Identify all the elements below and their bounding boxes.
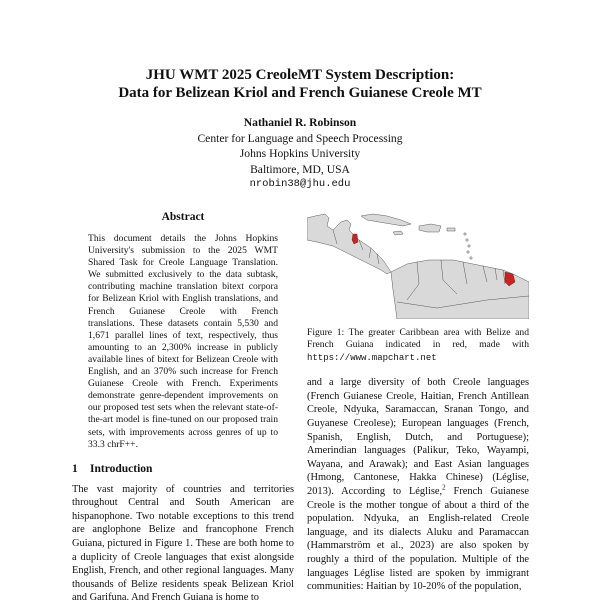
map-puerto-rico [447, 228, 455, 231]
author-name: Nathaniel R. Robinson [243, 116, 357, 129]
paragraph-text-end: French Guianese Creole is the mother tongue of about a third of the population. Ndyuka, an English-related Creole language, and its dialects Aluku and Paramaccan (Hammarström et al., 2023) are also spoken by roughly a third of the population. Multiple of the languages Léglise listed are spoken by immigrant communities: Haitian by 10-20% of the population, [307, 485, 529, 593]
author-block [0, 115, 600, 193]
caption-text: Figure 1: The greater Caribbean area with Belize and French Guiana indicated in red, made with [307, 327, 529, 351]
section-heading-introduction [72, 463, 294, 475]
caption-url-link[interactable]: https://www.mapchart.net [307, 352, 437, 363]
abstract-text: This document details the Johns Hopkins University's submission to the 2025 WMT Shared Task for Creole Language Translation. We submitted exclusively to the data subtask, contributing machine translation bitext corpora for Belizean Kriol with English translations, and French Guianese Creole with French translations. These datasets contain 5,530 and 1,671 parallel lines of text, respectively, thus amounting to an 2,300% increase in publicly available lines of bitext for Belizean Creole with English, and an 370% such increase for French Guianese Creole with French. Experiments demonstrate genre-dependent improvements on our proposed test sets when the relevant state-of-the-art model is fine-tuned on our proposed train sets, with improvements across genres of up to 33.3 chrF++. [88, 233, 278, 450]
caribbean-map-figure [307, 204, 529, 319]
paper-title [0, 66, 600, 102]
affiliation-line-2: Johns Hopkins University [239, 147, 361, 160]
right-column-paragraph [307, 376, 529, 594]
section-number: 1 [72, 462, 78, 475]
affiliation-line-3: Baltimore, MD, USA [250, 162, 350, 176]
title-line-1: JHU WMT 2025 CreoleMT System Description: [145, 67, 455, 83]
paragraph-text-start: and a large diversity of both Creole languages (French Guianese Creole, Haitian, French Antillean Creole, Ndyuka, Saramaccan, Sranan Tongo, and Guyanese Creolese); European languages (French, Spanish, English, Dutch, and Portuguese); Amerindian languages (Palikur, Teko, Wayampi, Wayana, and Arawak); and East Asian languages (Hmong, Cantonese, Hakka Chinese) (Léglise, 2013). According to Léglise, [307, 377, 529, 497]
left-column [72, 211, 294, 605]
figure-caption [307, 327, 529, 364]
affiliation-line-1: Center for Language and Speech Processing [197, 131, 403, 145]
abstract-heading: Abstract [161, 211, 205, 223]
right-column [307, 204, 529, 594]
footnote-marker[interactable]: 2 [442, 483, 446, 492]
title-line-2: Data for Belizean Kriol and French Guianese Creole MT [118, 85, 482, 101]
section-title: Introduction [90, 462, 153, 475]
introduction-paragraph: The vast majority of countries and territories throughout Central and South American are hispanophone. Two notable exceptions to this trend are anglophone Belize and francophone French Guiana, pictured in Figure 1. These are both home to a duplicity of Creole languages that exist alongside English, French, and other regional languages. Many thousands of Belize residents speak Belizean Kriol and Garifuna. And French Guiana is home to [72, 483, 294, 604]
author-email[interactable]: nrobin38@jhu.edu [249, 178, 351, 190]
